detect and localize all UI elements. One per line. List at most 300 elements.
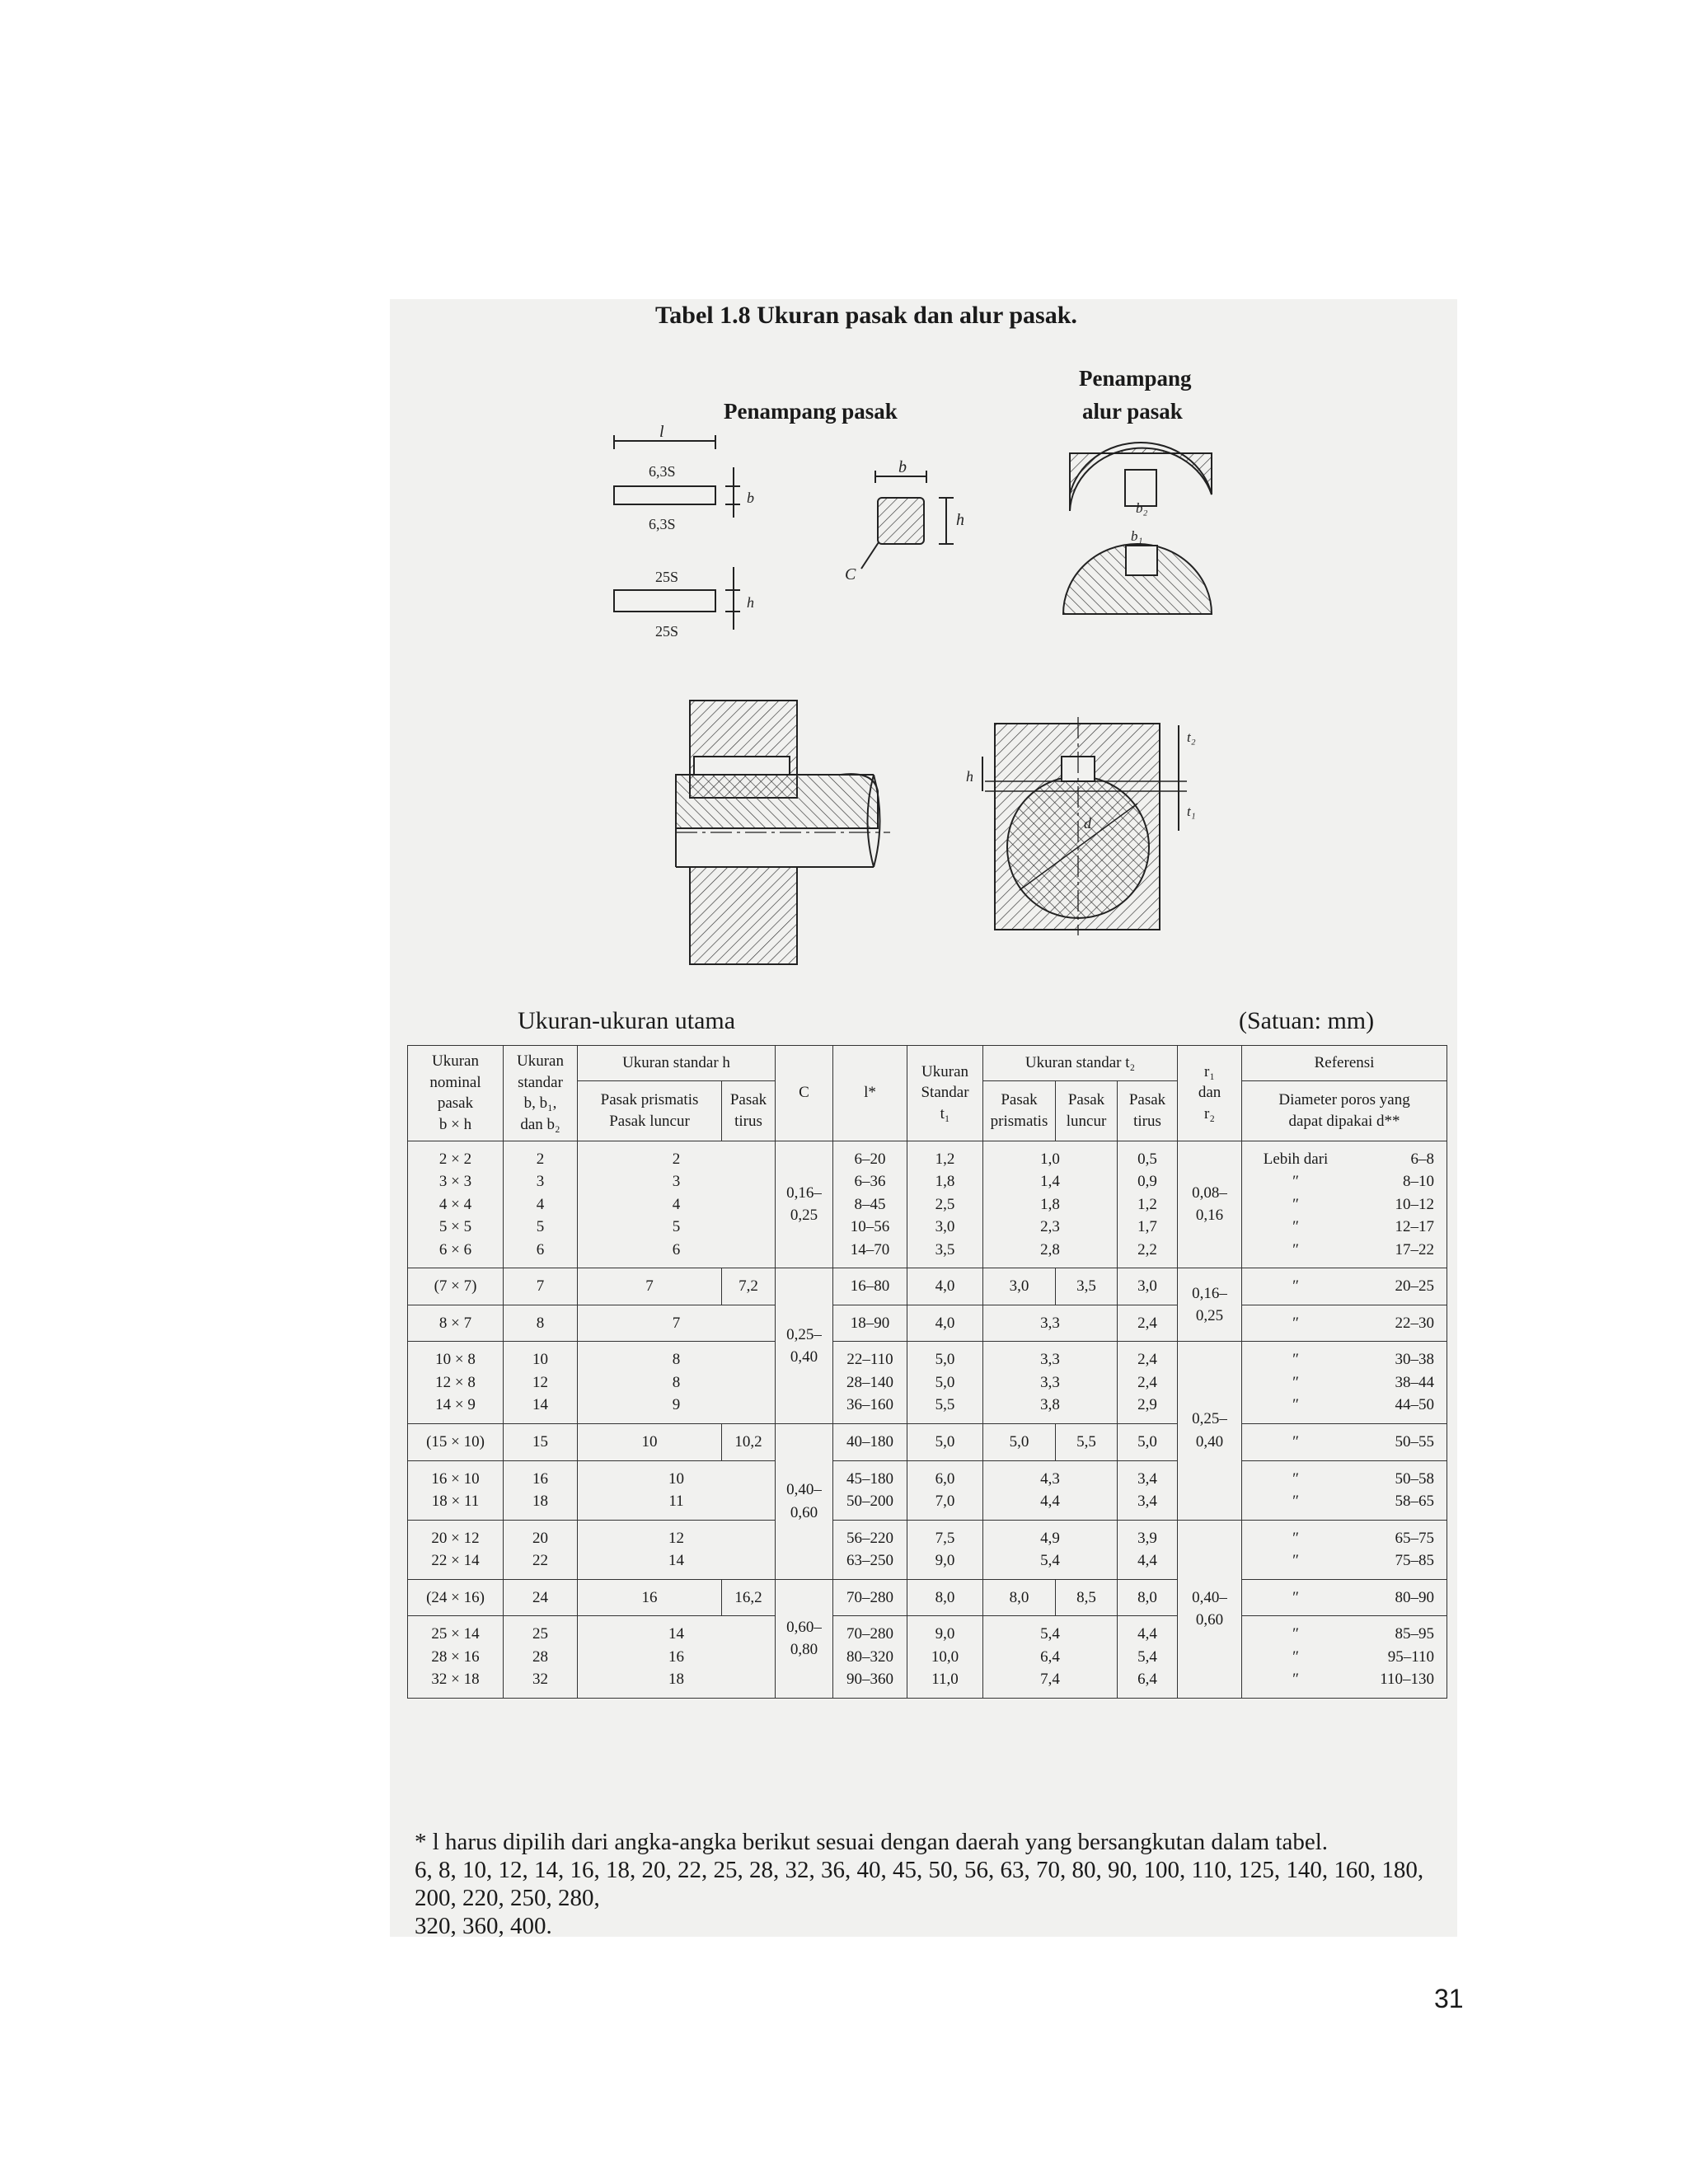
cell-standar-b: [504, 1520, 578, 1579]
table-row: [408, 1460, 1447, 1520]
cell-t2-prismatis-value: 5,4: [1040, 1625, 1060, 1643]
cell-referensi: [1242, 1141, 1447, 1268]
cell-t2-prismatis-value: 3,3: [1040, 1373, 1060, 1391]
cell-t2-tirus: [1118, 1616, 1178, 1699]
label-penampang-alur-line2: alur pasak: [1082, 399, 1183, 424]
ref-prefix: ″: [1292, 1529, 1299, 1547]
ref-prefix: ″: [1292, 1625, 1299, 1643]
cell-l: [833, 1268, 907, 1305]
cell-c: [776, 1268, 833, 1424]
cell-t1: [907, 1424, 983, 1461]
cell-t2-luncur: [1056, 1579, 1118, 1616]
cell-t2-tirus-value: 6,4: [1137, 1671, 1157, 1689]
dim-b2-text: b₂: [1136, 500, 1148, 516]
ref-prefix: Lebih dari: [1263, 1150, 1329, 1168]
ref-prefix: ″: [1292, 1218, 1299, 1236]
key-cross-section: [861, 471, 954, 569]
cell-c: [776, 1141, 833, 1268]
cell-t1-value: 7,5: [935, 1529, 955, 1547]
ref-diameter: 85–95: [1395, 1625, 1435, 1643]
cell-nominal-value: (15 × 10): [426, 1433, 485, 1451]
cell-h-prismatis: [578, 1520, 776, 1579]
cell-t1: [907, 1579, 983, 1616]
header-t2-luncur-line: Pasak: [1067, 1091, 1105, 1109]
dim-b-text: b: [898, 458, 907, 476]
cell-t1-value: 3,0: [935, 1218, 955, 1236]
caption-satuan: (Satuan: mm): [1239, 1007, 1375, 1034]
cell-r-value: 0,25–: [1192, 1410, 1227, 1428]
cell-h-prismatis-value: 4: [672, 1195, 681, 1213]
header-h-tirus-line: tirus: [734, 1112, 762, 1130]
dim-h-shaft-text: h: [966, 768, 973, 785]
ref-prefix: ″: [1292, 1588, 1299, 1606]
cell-t2-tirus-value: 0,9: [1137, 1173, 1157, 1191]
dim-c-text: C: [845, 565, 856, 583]
cell-t2-prismatis-value: 3,3: [1040, 1351, 1060, 1369]
cell-t2-prismatis-value: 5,0: [1009, 1433, 1029, 1451]
cell-r: [1178, 1520, 1242, 1698]
cell-c-value: 0,80: [790, 1641, 818, 1659]
header-diameter-line: Diameter poros yang: [1278, 1091, 1410, 1109]
cell-h-prismatis-value: 3: [672, 1173, 681, 1191]
cell-l-value: 36–160: [846, 1396, 894, 1414]
ref-prefix: ″: [1292, 1552, 1299, 1570]
caption-ukuran-utama: Ukuran-ukuran utama: [518, 1007, 736, 1034]
cell-t2-tirus-value: 4,4: [1137, 1625, 1157, 1643]
ref-diameter: 30–38: [1395, 1351, 1435, 1369]
cell-nominal: [408, 1141, 504, 1268]
cell-h-prismatis: [578, 1342, 776, 1424]
cell-t2-luncur: [1056, 1268, 1118, 1305]
cell-nominal: [408, 1424, 504, 1461]
cell-h-prismatis-value: 16: [668, 1647, 684, 1666]
cell-t1-value: 4,0: [935, 1277, 955, 1296]
cell-h-tirus-value: 16,2: [734, 1588, 762, 1606]
cell-t2-prismatis-value: 3,8: [1040, 1396, 1060, 1414]
header-standar-b-line: b, b₁,: [523, 1094, 557, 1113]
table-row: [408, 1141, 1447, 1268]
header-c: C: [776, 1046, 833, 1141]
header-r-line: dan: [1198, 1084, 1221, 1102]
cell-h-prismatis: [578, 1268, 722, 1305]
cell-h-prismatis-value: 8: [672, 1373, 681, 1391]
cell-nominal-value: 12 × 8: [435, 1373, 476, 1391]
cell-l-value: 63–250: [846, 1552, 894, 1570]
cell-t1-value: 1,8: [935, 1173, 955, 1191]
cell-h-prismatis-value: 5: [672, 1218, 681, 1236]
header-r-line: r₂: [1204, 1105, 1215, 1123]
cell-l-value: 90–360: [846, 1671, 894, 1689]
header-standar-b-line: Ukuran: [517, 1052, 564, 1070]
cell-referensi: [1242, 1520, 1447, 1579]
cell-standar-b-value: 20: [532, 1529, 548, 1547]
cell-t2-tirus-value: 0,5: [1137, 1150, 1157, 1168]
header-t2-prismatis-line: prismatis: [990, 1112, 1048, 1130]
cell-t2-prismatis-value: 1,0: [1040, 1150, 1060, 1168]
assembly-section: [676, 701, 890, 964]
surface-25s-top: 25S: [655, 569, 679, 585]
cell-l: [833, 1342, 907, 1424]
cell-t2-tirus-value: 2,4: [1137, 1373, 1157, 1391]
cell-t2-tirus-value: 4,4: [1137, 1552, 1157, 1570]
header-t2-prismatis-line: Pasak: [1001, 1091, 1038, 1109]
table-row: [408, 1305, 1447, 1342]
cell-standar-b: [504, 1579, 578, 1616]
cell-t2-prismatis: [983, 1579, 1056, 1616]
ref-diameter: 17–22: [1395, 1240, 1435, 1258]
cell-t2-tirus-value: 3,4: [1137, 1493, 1157, 1511]
cell-l-value: 10–56: [850, 1218, 890, 1236]
cell-t2-prismatis-value: 6,4: [1040, 1647, 1060, 1666]
header-t1-line: t₁: [940, 1105, 950, 1123]
cell-r-value: 0,40: [1195, 1433, 1224, 1451]
cell-h-prismatis-value: 8: [672, 1351, 681, 1369]
cell-standar-b-value: 3: [536, 1173, 545, 1191]
dim-t2-text: t₂: [1187, 729, 1196, 745]
cell-t1: [907, 1268, 983, 1305]
ref-prefix: ″: [1292, 1469, 1299, 1488]
cell-c-value: 0,60: [790, 1503, 818, 1521]
cell-t1-value: 4,0: [935, 1314, 955, 1332]
cell-nominal-value: 2 × 2: [438, 1150, 472, 1168]
surface-25s-bottom: 25S: [655, 623, 679, 640]
table-body: [408, 1141, 1447, 1698]
header-t1-line: Ukuran: [921, 1062, 968, 1080]
cell-h-prismatis-value: 7: [645, 1277, 654, 1296]
ref-diameter: 75–85: [1395, 1552, 1435, 1570]
cell-t2-tirus-value: 2,2: [1137, 1240, 1157, 1258]
header-h-tirus-line: Pasak: [729, 1091, 767, 1109]
cell-standar-b: [504, 1616, 578, 1699]
cell-nominal: [408, 1268, 504, 1305]
cell-l: [833, 1616, 907, 1699]
header-t2-luncur-line: luncur: [1066, 1112, 1107, 1130]
ref-prefix: ″: [1292, 1373, 1299, 1391]
dim-l-text: l: [659, 423, 664, 441]
cell-l-value: 6–36: [854, 1173, 886, 1191]
cell-r: [1178, 1141, 1242, 1268]
cell-t2-prismatis-value: 5,4: [1040, 1552, 1060, 1570]
cell-nominal-value: 18 × 11: [431, 1493, 480, 1511]
cell-standar-b: [504, 1268, 578, 1305]
cell-t2-luncur: [1056, 1424, 1118, 1461]
cell-nominal-value: 25 × 14: [431, 1625, 480, 1643]
cell-nominal-value: 8 × 7: [438, 1314, 472, 1332]
cell-h-prismatis-value: 2: [672, 1150, 681, 1168]
cell-nominal-value: 32 × 18: [431, 1671, 480, 1689]
dim-h-side-text: h: [747, 594, 754, 611]
table-row: [408, 1268, 1447, 1305]
cell-t1-value: 10,0: [931, 1647, 959, 1666]
header-nominal: [408, 1046, 504, 1141]
header-diameter: [1242, 1081, 1447, 1141]
cell-t1: [907, 1520, 983, 1579]
cell-c-value: 0,25: [790, 1207, 818, 1225]
cell-t1: [907, 1460, 983, 1520]
ref-diameter: 50–58: [1395, 1469, 1435, 1488]
cell-standar-b-value: 22: [532, 1552, 548, 1570]
cell-r-value: 0,25: [1195, 1307, 1224, 1325]
table-row: [408, 1342, 1447, 1424]
cell-standar-b-value: 28: [532, 1647, 548, 1666]
cell-h-prismatis-value: 11: [668, 1493, 684, 1511]
cell-t1-value: 9,0: [935, 1552, 955, 1570]
cell-h-prismatis-value: 18: [668, 1671, 684, 1689]
cell-h-prismatis-value: 10: [641, 1433, 658, 1451]
cell-r: [1178, 1268, 1242, 1342]
cell-h-prismatis: [578, 1616, 776, 1699]
cell-l-value: 50–200: [846, 1493, 894, 1511]
cell-standar-b-value: 32: [532, 1671, 548, 1689]
cell-standar-b-value: 10: [532, 1351, 548, 1369]
cell-nominal: [408, 1616, 504, 1699]
cell-c-value: 0,16–: [786, 1183, 822, 1202]
cell-nominal: [408, 1342, 504, 1424]
cell-standar-b: [504, 1141, 578, 1268]
cell-h-prismatis-value: 16: [641, 1588, 658, 1606]
cell-t2-prismatis: [983, 1460, 1118, 1520]
cell-nominal-value: 4 × 4: [438, 1195, 472, 1213]
cell-standar-b-value: 16: [532, 1469, 548, 1488]
cell-h-prismatis-value: 14: [668, 1552, 684, 1570]
cell-r-value: 0,16: [1195, 1207, 1224, 1225]
dim-b-side-text: b: [747, 490, 754, 506]
cell-standar-b-value: 12: [532, 1373, 548, 1391]
cell-t1: [907, 1342, 983, 1424]
ref-diameter: 80–90: [1395, 1588, 1435, 1606]
cell-standar-b: [504, 1342, 578, 1424]
surface-63s-top: 6,3S: [649, 463, 676, 480]
cell-l-value: 14–70: [850, 1240, 890, 1258]
cell-c-value: 0,60–: [786, 1618, 822, 1636]
cell-t2-tirus-value: 8,0: [1137, 1588, 1157, 1606]
ref-prefix: ″: [1292, 1173, 1299, 1191]
cell-h-prismatis: [578, 1141, 776, 1268]
cell-nominal-value: 10 × 8: [435, 1351, 476, 1369]
cell-l: [833, 1460, 907, 1520]
cell-t2-tirus-value: 5,0: [1137, 1433, 1157, 1451]
ref-prefix: ″: [1292, 1671, 1299, 1689]
cell-standar-b-value: 14: [532, 1396, 548, 1414]
header-standar-b-line: dan b₂: [520, 1115, 560, 1133]
ref-prefix: ″: [1292, 1195, 1299, 1213]
cell-t2-tirus: [1118, 1460, 1178, 1520]
cell-h-prismatis: [578, 1424, 722, 1461]
table-title: Tabel 1.8 Ukuran pasak dan alur pasak.: [655, 302, 1077, 329]
cell-t2-prismatis-value: 7,4: [1040, 1671, 1060, 1689]
footnote-line-1: * l harus dipilih dari angka-angka berikut sesuai dengan daerah yang bersangkutan dalam tabel.: [415, 1829, 1329, 1855]
cell-t2-tirus-value: 2,9: [1137, 1396, 1157, 1414]
ref-prefix: ″: [1292, 1493, 1299, 1511]
cell-nominal-value: 6 × 6: [438, 1240, 472, 1258]
key-dimensions-table: [407, 1045, 1447, 1699]
cell-t1-value: 11,0: [931, 1671, 959, 1689]
cell-h-prismatis: [578, 1460, 776, 1520]
table-row: [408, 1616, 1447, 1699]
dim-t1-text: t₁: [1187, 804, 1196, 819]
ref-prefix: ″: [1292, 1240, 1299, 1258]
cell-t2-prismatis-value: 4,9: [1040, 1529, 1060, 1547]
cell-h-prismatis-value: 9: [672, 1396, 681, 1414]
cell-l-value: 28–140: [846, 1373, 894, 1391]
cell-referensi: [1242, 1268, 1447, 1305]
cell-t2-luncur-value: 3,5: [1076, 1277, 1096, 1296]
cell-t1-value: 5,0: [935, 1433, 955, 1451]
table-row: [408, 1579, 1447, 1616]
cell-nominal: [408, 1460, 504, 1520]
cell-nominal-value: 14 × 9: [435, 1396, 476, 1414]
ref-prefix: ″: [1292, 1433, 1299, 1451]
cell-t2-prismatis: [983, 1268, 1056, 1305]
ref-prefix: ″: [1292, 1647, 1299, 1666]
cell-t2-prismatis: [983, 1424, 1056, 1461]
cell-t1-value: 1,2: [935, 1150, 955, 1168]
cell-h-tirus: [722, 1424, 776, 1461]
cell-nominal-value: 20 × 12: [431, 1529, 480, 1547]
surface-63s-bottom: 6,3S: [649, 516, 676, 532]
cell-standar-b-value: 6: [536, 1240, 545, 1258]
header-nominal-line: pasak: [437, 1094, 474, 1113]
cell-t1-value: 6,0: [935, 1469, 955, 1488]
cell-t2-tirus: [1118, 1305, 1178, 1342]
cell-referensi: [1242, 1305, 1447, 1342]
cell-c: [776, 1424, 833, 1580]
ref-diameter: 12–17: [1395, 1218, 1435, 1236]
label-penampang-alur-line1: Penampang: [1079, 366, 1192, 391]
cell-t1-value: 5,0: [935, 1373, 955, 1391]
cell-nominal-value: 5 × 5: [438, 1218, 472, 1236]
cell-referensi: [1242, 1460, 1447, 1520]
cell-h-prismatis-value: 12: [668, 1529, 684, 1547]
key-side-view-top: [614, 435, 740, 518]
header-t2-luncur: [1056, 1081, 1118, 1141]
label-penampang-pasak: Penampang pasak: [724, 399, 898, 424]
ref-diameter: 65–75: [1395, 1529, 1435, 1547]
header-nominal-line: nominal: [429, 1073, 481, 1091]
header-standar-b-line: standar: [518, 1073, 563, 1091]
ref-prefix: ″: [1292, 1351, 1299, 1369]
ref-prefix: ″: [1292, 1396, 1299, 1414]
cell-t2-tirus: [1118, 1520, 1178, 1579]
cell-r-value: 0,60: [1195, 1611, 1224, 1629]
cell-t2-prismatis: [983, 1520, 1118, 1579]
cell-standar-b-value: 18: [532, 1493, 548, 1511]
cell-referensi: [1242, 1616, 1447, 1699]
cell-t2-luncur-value: 8,5: [1076, 1588, 1096, 1606]
ref-diameter: 8–10: [1403, 1173, 1435, 1191]
cell-nominal: [408, 1520, 504, 1579]
cell-nominal: [408, 1579, 504, 1616]
cell-l-value: 45–180: [846, 1469, 894, 1488]
cell-c: [776, 1579, 833, 1698]
cell-h-tirus-value: 7,2: [738, 1277, 758, 1296]
cell-t2-prismatis: [983, 1616, 1118, 1699]
cell-t2-tirus: [1118, 1424, 1178, 1461]
header-t1-line: Standar: [921, 1084, 969, 1102]
header-l: l*: [833, 1046, 907, 1141]
cell-t2-prismatis: [983, 1342, 1118, 1424]
cell-l: [833, 1305, 907, 1342]
cell-standar-b: [504, 1305, 578, 1342]
keyway-shaft-section: [1063, 544, 1212, 614]
cell-t1-value: 5,5: [935, 1396, 955, 1414]
ref-diameter: 58–65: [1395, 1493, 1435, 1511]
header-h-prismatis: [578, 1081, 722, 1141]
page-number: 31: [1434, 1984, 1464, 2013]
cell-t2-prismatis-value: 3,3: [1040, 1314, 1060, 1332]
ref-diameter: 50–55: [1395, 1433, 1435, 1451]
dim-b1-text: b₁: [1131, 528, 1143, 544]
header-t2-tirus: [1118, 1081, 1178, 1141]
cell-t2-prismatis-value: 3,0: [1009, 1277, 1029, 1296]
cell-r-value: 0,08–: [1192, 1183, 1227, 1202]
cell-l-value: 22–110: [846, 1351, 893, 1369]
cell-t2-prismatis-value: 2,3: [1040, 1218, 1060, 1236]
cell-l: [833, 1520, 907, 1579]
cell-l-value: 80–320: [846, 1647, 894, 1666]
cell-l-value: 6–20: [854, 1150, 886, 1168]
header-r: [1178, 1046, 1242, 1141]
header-nominal-line: b × h: [438, 1115, 472, 1133]
cell-c-value: 0,25–: [786, 1325, 822, 1343]
cell-standar-b-value: 2: [536, 1150, 545, 1168]
cell-l-value: 40–180: [846, 1433, 894, 1451]
cell-standar-b-value: 4: [536, 1195, 545, 1213]
cell-standar-b-value: 24: [532, 1588, 548, 1606]
cell-t2-prismatis-value: 4,4: [1040, 1493, 1060, 1511]
cell-t1-value: 7,0: [935, 1493, 955, 1511]
ref-prefix: ″: [1292, 1277, 1299, 1296]
footnote: [415, 1828, 1449, 1940]
header-t1: [907, 1046, 983, 1141]
cell-t2-tirus-value: 3,0: [1137, 1277, 1157, 1296]
cell-l-value: 70–280: [846, 1588, 894, 1606]
ref-diameter: 10–12: [1395, 1195, 1435, 1213]
cell-nominal: [408, 1305, 504, 1342]
cell-r: [1178, 1342, 1242, 1520]
cell-t2-tirus-value: 2,4: [1137, 1351, 1157, 1369]
header-standar-h: Ukuran standar h: [578, 1046, 776, 1081]
cell-h-prismatis-value: 10: [668, 1469, 684, 1488]
cell-standar-b-value: 25: [532, 1625, 548, 1643]
cell-t1: [907, 1305, 983, 1342]
ref-diameter: 20–25: [1395, 1277, 1435, 1296]
cell-t1: [907, 1616, 983, 1699]
cell-t1-value: 9,0: [935, 1625, 955, 1643]
cell-t2-prismatis-value: 2,8: [1040, 1240, 1060, 1258]
footnote-line-3: 320, 360, 400.: [415, 1913, 552, 1939]
cell-referensi: [1242, 1579, 1447, 1616]
header-t2-tirus-line: tirus: [1133, 1112, 1161, 1130]
cell-l: [833, 1424, 907, 1461]
footnote-line-2: 6, 8, 10, 12, 14, 16, 18, 20, 22, 25, 28, 32, 36, 40, 45, 50, 56, 63, 70, 80, 90, 100, 110, 125, 140, 160, 180, 200, 220, 250, 280,: [415, 1857, 1424, 1911]
cell-t2-tirus: [1118, 1579, 1178, 1616]
cell-nominal-value: 16 × 10: [431, 1469, 480, 1488]
cell-l-value: 18–90: [850, 1314, 890, 1332]
cell-t2-tirus: [1118, 1141, 1178, 1268]
key-technical-drawing: [0, 0, 1688, 989]
cell-referensi: [1242, 1424, 1447, 1461]
cell-t2-tirus-value: 3,9: [1137, 1529, 1157, 1547]
cell-h-prismatis: [578, 1579, 722, 1616]
dim-h-text: h: [956, 511, 964, 529]
ref-diameter: 22–30: [1395, 1314, 1435, 1332]
ref-diameter: 110–130: [1380, 1671, 1435, 1689]
ref-prefix: ″: [1292, 1314, 1299, 1332]
cell-t2-tirus-value: 3,4: [1137, 1469, 1157, 1488]
cell-t2-prismatis-value: 1,8: [1040, 1195, 1060, 1213]
cell-c-value: 0,40–: [786, 1481, 822, 1499]
